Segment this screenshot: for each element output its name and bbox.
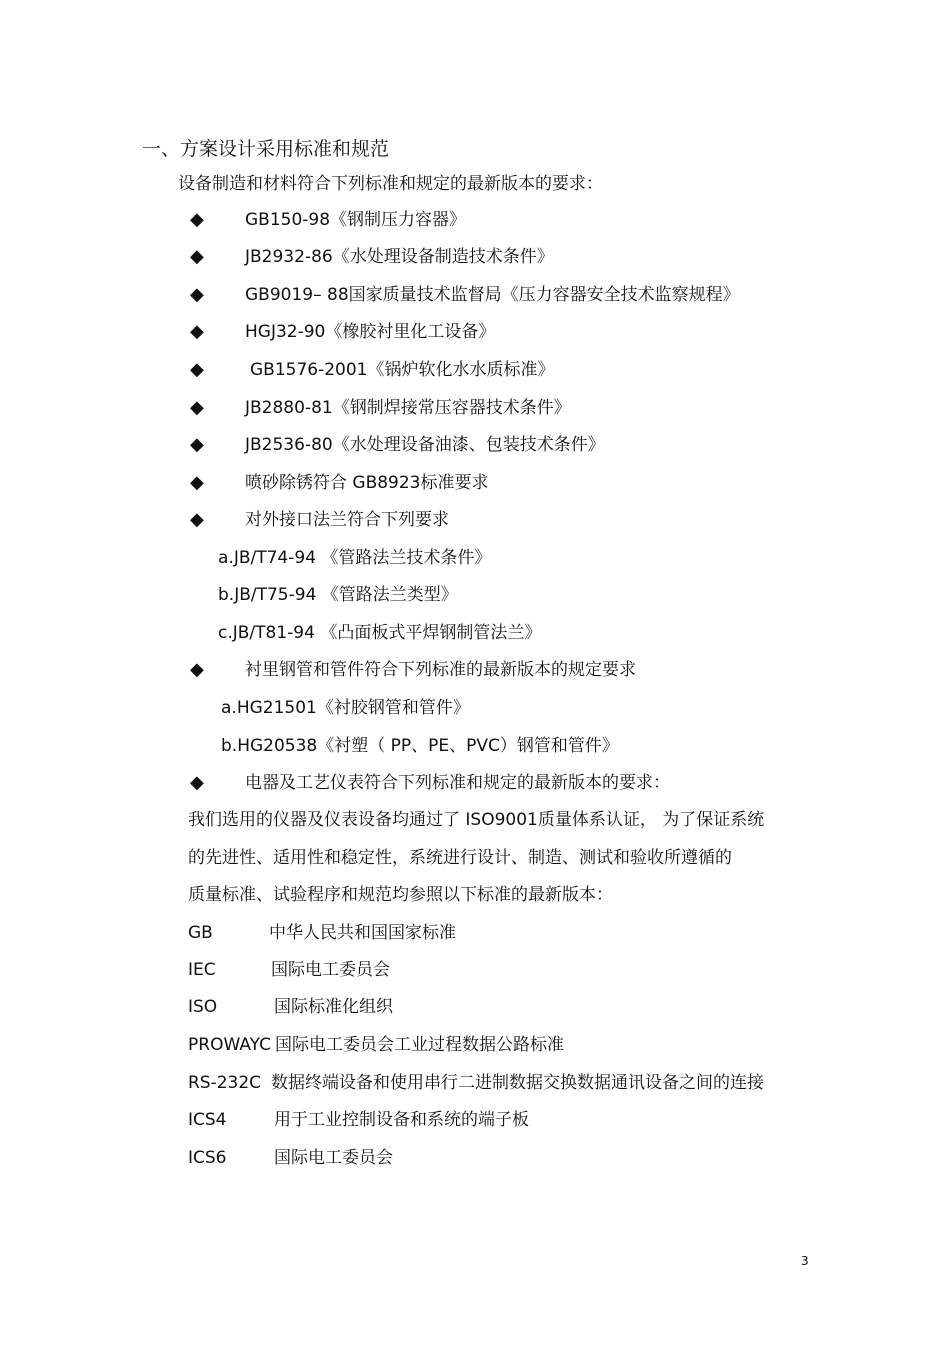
- flange-item: a.JB/T74-94 《管路法兰技术条件》: [218, 548, 492, 568]
- bullet-diamond-icon: ◆: [190, 434, 204, 455]
- abbreviation-desc: 中华人民共和国国家标准: [269, 923, 456, 943]
- bullet-diamond-icon: ◆: [190, 246, 204, 267]
- bullet-diamond-icon: ◆: [190, 284, 204, 305]
- abbreviation-desc: 国际电工委员会工业过程数据公路标准: [275, 1035, 564, 1055]
- bullet-diamond-icon: ◆: [190, 359, 204, 380]
- bullet-diamond-icon: ◆: [190, 209, 204, 230]
- abbreviation-code: IEC: [188, 960, 216, 980]
- standard-item: JB2880-81《钢制焊接常压容器技术条件》: [245, 398, 571, 418]
- abbreviation-desc: 数据终端设备和使用串行二进制数据交换数据通讯设备之间的连接: [271, 1073, 764, 1093]
- intro-text: 设备制造和材料符合下列标准和规定的最新版本的要求：: [178, 174, 603, 194]
- paragraph-line: 的先进性、适用性和稳定性，系统进行设计、制造、测试和验收所遵循的: [188, 848, 732, 868]
- electrical-heading: 电器及工艺仪表符合下列标准和规定的最新版本的要求：: [245, 773, 670, 793]
- bullet-diamond-icon: ◆: [190, 321, 204, 342]
- abbreviation-desc: 国际标准化组织: [274, 997, 393, 1017]
- lining-heading: 衬里钢管和管件符合下列标准的最新版本的规定要求: [245, 660, 636, 680]
- bullet-diamond-icon: ◆: [190, 659, 204, 680]
- lining-item: b.HG20538《衬塑（ PP、PE、PVC）钢管和管件》: [221, 736, 619, 756]
- flange-item: c.JB/T81-94 《凸面板式平焊钢制管法兰》: [218, 623, 542, 643]
- abbreviation-desc: 用于工业控制设备和系统的端子板: [274, 1110, 529, 1130]
- abbreviation-code: PROWAYC: [188, 1035, 271, 1055]
- standard-item: JB2932-86《水处理设备制造技术条件》: [245, 247, 554, 267]
- standard-item: 对外接口法兰符合下列要求: [245, 510, 449, 530]
- bullet-diamond-icon: ◆: [190, 472, 204, 493]
- standard-item: 喷砂除锈符合 GB8923标准要求: [245, 473, 489, 493]
- abbreviation-code: ICS6: [188, 1148, 227, 1168]
- paragraph-line: 质量标准、试验程序和规范均参照以下标准的最新版本：: [188, 885, 613, 905]
- abbreviation-desc: 国际电工委员会: [271, 960, 390, 980]
- abbreviation-code: ICS4: [188, 1110, 227, 1130]
- abbreviation-code: RS-232C: [188, 1073, 262, 1093]
- standard-item: JB2536-80《水处理设备油漆、包装技术条件》: [245, 435, 605, 455]
- flange-item: b.JB/T75-94 《管路法兰类型》: [218, 585, 458, 605]
- abbreviation-code: ISO: [188, 997, 218, 1017]
- abbreviation-code: GB: [188, 923, 213, 943]
- bullet-diamond-icon: ◆: [190, 397, 204, 418]
- standard-item: HGJ32-90《橡胶衬里化工设备》: [245, 322, 496, 342]
- bullet-diamond-icon: ◆: [190, 509, 204, 530]
- bullet-diamond-icon: ◆: [190, 772, 204, 793]
- paragraph-line: 我们选用的仪器及仪表设备均通过了 ISO9001质量体系认证， 为了保证系统: [188, 810, 765, 830]
- standard-item: GB9019– 88国家质量技术监督局《压力容器安全技术监察规程》: [245, 285, 740, 305]
- lining-item: a.HG21501《衬胶钢管和管件》: [221, 698, 470, 718]
- standard-item: GB150-98《钢制压力容器》: [245, 210, 467, 230]
- page-number: 3: [801, 1254, 809, 1268]
- standard-item: GB1576-2001《锅炉软化水水质标准》: [250, 360, 555, 380]
- section-heading: 一、方案设计采用标准和规范: [142, 138, 390, 160]
- abbreviation-desc: 国际电工委员会: [274, 1148, 393, 1168]
